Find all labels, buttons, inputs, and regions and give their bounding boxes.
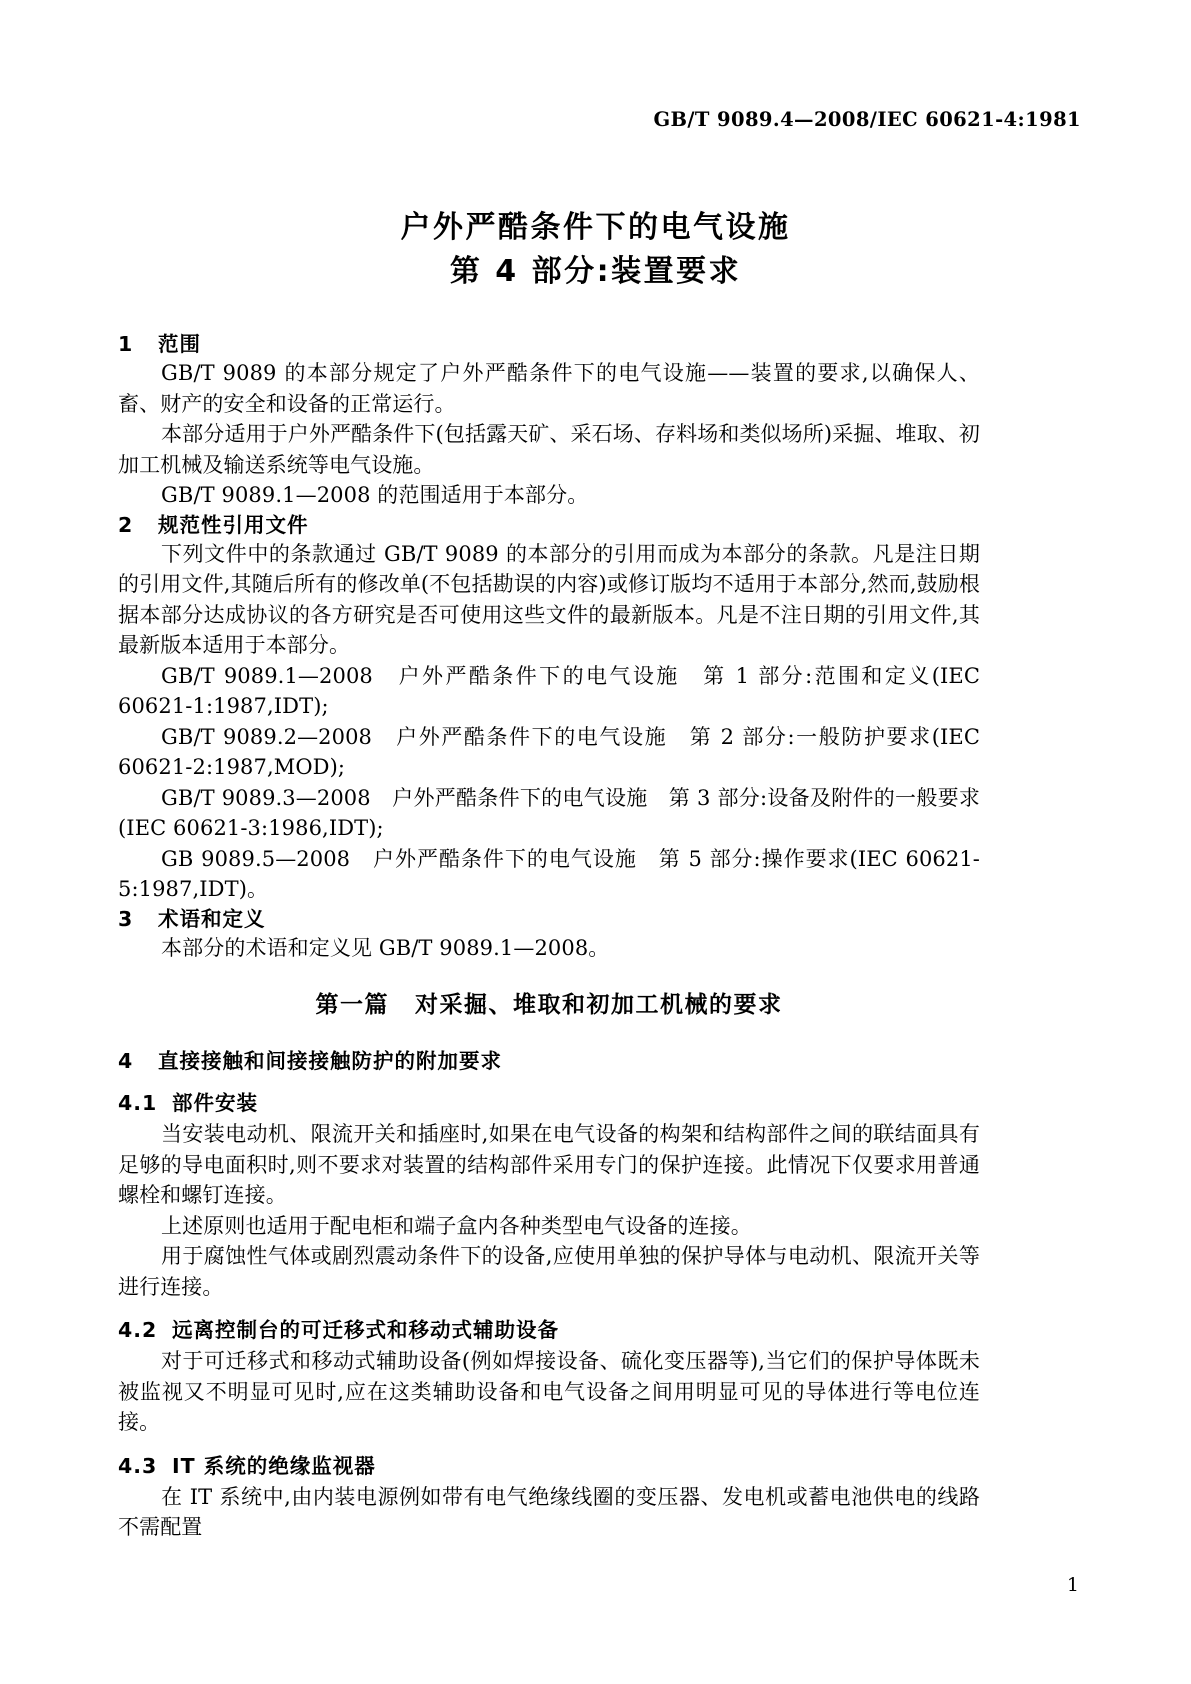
document-title: [0, 206, 1191, 294]
clause-number-4: 4: [118, 1049, 134, 1073]
subclause-heading-4-1: [118, 1089, 980, 1117]
clause-heading-1: [118, 330, 980, 358]
subclause-number-4-1: 4.1: [118, 1091, 158, 1115]
normative-reference-1: GB/T 9089.1—2008 户外严酷条件下的电气设施 第 1 部分:范围和定义(IEC 60621-1:1987,IDT);: [118, 663, 980, 718]
clause-1-paragraph-1: GB/T 9089 的本部分规定了户外严酷条件下的电气设施——装置的要求,以确保人、畜、财产的安全和设备的正常运行。: [118, 361, 980, 416]
document-title-line-1: 户外严酷条件下的电气设施: [400, 210, 791, 245]
page-number: 1: [1066, 1574, 1079, 1596]
clause-heading-3: [118, 905, 980, 933]
clause-heading-2: [118, 511, 980, 539]
clause-heading-4: [118, 1047, 980, 1075]
part-heading-label: 第一篇: [315, 992, 389, 1018]
clause-number-1: 1: [118, 332, 134, 356]
clause-2-paragraph-1: 下列文件中的条款通过 GB/T 9089 的本部分的引用而成为本部分的条款。凡是注日期的引用文件,其随后所有的修改单(不包括勘误的内容)或修订版均不适用于本部分,然而,鼓励根据本部分达成协议的各方研究是否可使用这些文件的最新版本。凡是不注日期的引用文件,其最新版本适用于本部分。: [118, 541, 980, 657]
clause-4-1-paragraph-2: 上述原则也适用于配电柜和端子盒内各种类型电气设备的连接。: [161, 1213, 752, 1238]
normative-reference-4: GB 9089.5—2008 户外严酷条件下的电气设施 第 5 部分:操作要求(IEC 60621-5:1987,IDT)。: [118, 846, 980, 901]
clause-title-4: 直接接触和间接接触防护的附加要求: [158, 1049, 502, 1073]
subclause-heading-4-3: [118, 1452, 980, 1480]
document-title-line-2: 第 4 部分:装置要求: [449, 254, 742, 289]
normative-reference-2: GB/T 9089.2—2008 户外严酷条件下的电气设施 第 2 部分:一般防护要求(IEC 60621-2:1987,MOD);: [118, 724, 980, 779]
subclause-title-4-2: 远离控制台的可迁移式和移动式辅助设备: [172, 1318, 559, 1342]
document-body: [118, 330, 980, 1543]
subclause-number-4-3: 4.3: [118, 1453, 158, 1478]
normative-reference-3: GB/T 9089.3—2008 户外严酷条件下的电气设施 第 3 部分:设备及附件的一般要求(IEC 60621-3:1986,IDT);: [118, 785, 980, 840]
clause-number-2: 2: [118, 512, 134, 537]
clause-4-2-paragraph-1: 对于可迁移式和移动式辅助设备(例如焊接设备、硫化变压器等),当它们的保护导体既未被监视又不明显可见时,应在这类辅助设备和电气设备之间用明显可见的导体进行等电位连接。: [118, 1349, 980, 1434]
part-heading-one: [118, 989, 980, 1021]
subclause-number-4-2: 4.2: [118, 1318, 158, 1342]
clause-4-1-paragraph-1: 当安装电动机、限流开关和插座时,如果在电气设备的构架和结构部件之间的联结面具有足够的导电面积时,则不要求对装置的结构部件采用专门的保护连接。此情况下仅要求用普通螺栓和螺钉连接。: [118, 1122, 980, 1207]
clause-4-1-paragraph-3: 用于腐蚀性气体或剧烈震动条件下的设备,应使用单独的保护导体与电动机、限流开关等进行连接。: [118, 1244, 980, 1299]
clause-1-paragraph-2: 本部分适用于户外严酷条件下(包括露天矿、采石场、存料场和类似场所)采掘、堆取、初加工机械及输送系统等电气设施。: [118, 422, 980, 477]
clause-title-1: 范围: [158, 332, 201, 356]
subclause-heading-4-2: [118, 1316, 980, 1344]
subclause-title-4-1: 部件安装: [172, 1091, 258, 1115]
clause-title-3: 术语和定义: [158, 906, 266, 931]
clause-3-paragraph-1: 本部分的术语和定义见 GB/T 9089.1—2008。: [161, 935, 610, 960]
clause-number-3: 3: [118, 906, 134, 931]
clause-title-2: 规范性引用文件: [158, 512, 309, 537]
clause-4-3-paragraph-1: 在 IT 系统中,由内装电源例如带有电气绝缘线圈的变压器、发电机或蓄电池供电的线路不需配置: [118, 1484, 980, 1539]
document-header-standard-code: GB/T 9089.4—2008/IEC 60621-4:1981: [653, 108, 1081, 131]
clause-1-paragraph-3: GB/T 9089.1—2008 的范围适用于本部分。: [161, 483, 589, 507]
part-heading-text: 对采掘、堆取和初加工机械的要求: [415, 992, 783, 1018]
subclause-title-4-3: IT 系统的绝缘监视器: [172, 1453, 376, 1478]
